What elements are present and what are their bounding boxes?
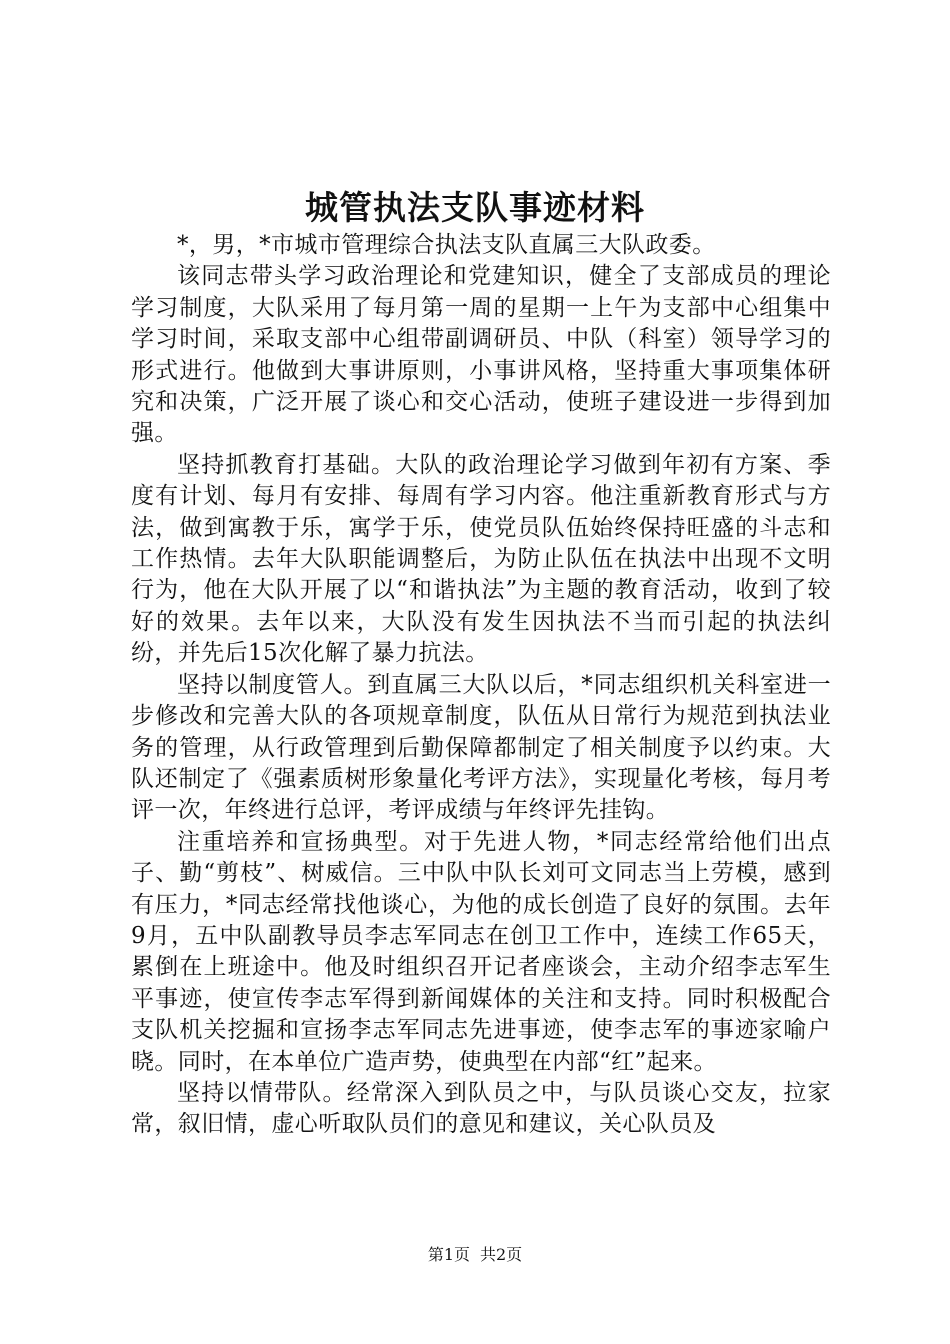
paragraph-intro: *，男，*市城市管理综合执法支队直属三大队政委。	[177, 232, 716, 258]
page-total: 共2页	[480, 1245, 523, 1264]
page-number: 第1页	[427, 1245, 470, 1264]
page-footer	[0, 1244, 950, 1266]
paragraph-care: 坚持以情带队。经常深入到队员之中，与队员谈心交友，拉家常，叙旧情，虚心听取队员们的意见和建议，关心队员及	[131, 1079, 831, 1138]
document-body	[131, 230, 831, 1141]
document-title: 城管执法支队事迹材料	[305, 188, 645, 227]
paragraph-education: 坚持抓教育打基础。大队的政治理论学习做到年初有方案、季度有计划、每月有安排、每周有学习内容。他注重新教育形式与方法，做到寓教于乐，寓学于乐，使党员队伍始终保持旺盛的斗志和工作热情。去年大队职能调整后，为防止队伍在执法中出现不文明行为，他在大队开展了以“和谐执法”为主题的教育活动，收到了较好的效果。去年以来，大队没有发生因执法不当而引起的执法纠纷，并先后15次化解了暴力抗法。	[131, 451, 831, 667]
paragraph-role-models: 注重培养和宣扬典型。对于先进人物，*同志经常给他们出点子、勤“剪枝”、树威信。三中队中队长刘可文同志当上劳模，感到有压力，*同志经常找他谈心，为他的成长创造了良好的氛围。去年9月，五中队副教导员李志军同志在创卫工作中，连续工作65天，累倒在上班途中。他及时组织召开记者座谈会，主动介绍李志军生平事迹，使宣传李志军得到新闻媒体的关注和支持。同时积极配合支队机关挖掘和宣扬李志军同志先进事迹，使李志军的事迹家喻户晓。同时，在本单位广造声势，使典型在内部“红”起来。	[131, 828, 831, 1075]
paragraph-theory-study: 该同志带头学习政治理论和党建知识，健全了支部成员的理论学习制度，大队采用了每月第一周的星期一上午为支部中心组集中学习时间，采取支部中心组带副调研员、中队（科室）领导学习的形式进行。他做到大事讲原则，小事讲风格，坚持重大事项集体研究和决策，广泛开展了谈心和交心活动，使班子建设进一步得到加强。	[131, 263, 831, 447]
paragraph-rules: 坚持以制度管人。到直属三大队以后，*同志组织机关科室进一步修改和完善大队的各项规章制度，队伍从日常行为规范到执法业务的管理，从行政管理到后勤保障都制定了相关制度予以约束。大队还制定了《强素质树形象量化考评方法》，实现量化考核，每月考评一次，年终进行总评，考评成绩与年终评先挂钩。	[131, 671, 831, 824]
